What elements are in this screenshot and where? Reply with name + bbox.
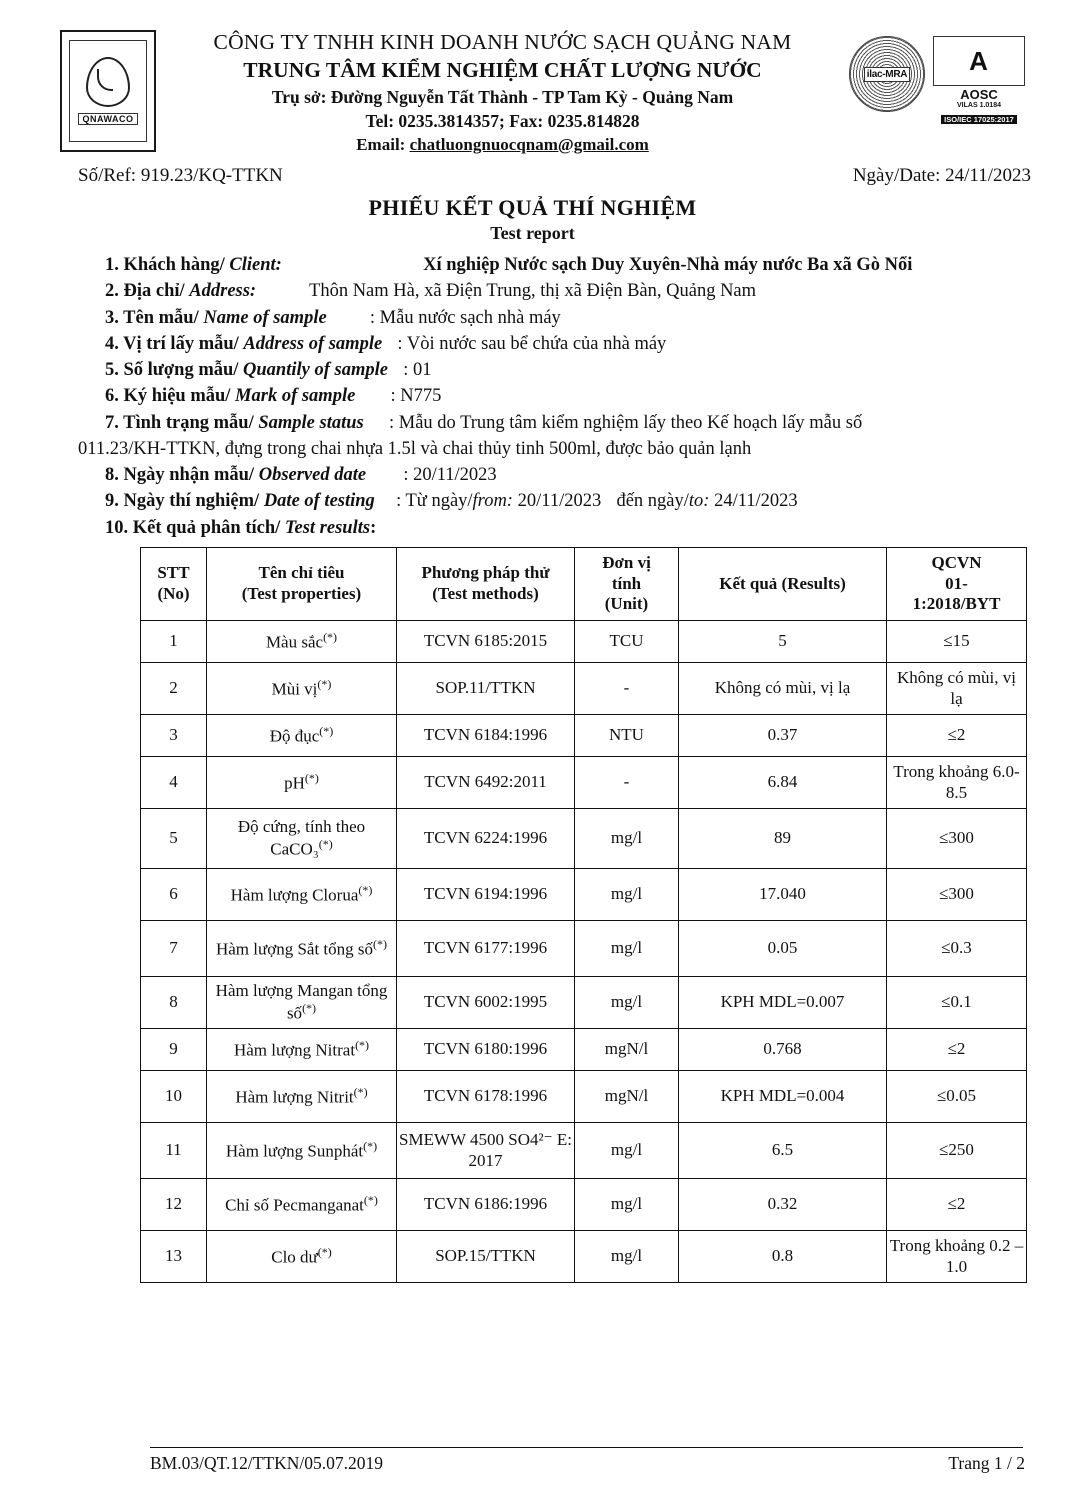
cell-result: 5 bbox=[679, 621, 887, 663]
reference-number-label: Số/Ref: bbox=[78, 165, 137, 186]
aosc-iso-code: ISO/IEC 17025:2017 bbox=[941, 115, 1017, 124]
cell-property: Hàm lượng Sunphát(*) bbox=[207, 1123, 397, 1179]
cell-method: SOP.15/TTKN bbox=[397, 1231, 575, 1283]
col-header-no-l2: (No) bbox=[157, 584, 190, 604]
cell-unit: mgN/l bbox=[575, 1071, 679, 1123]
cell-no: 2 bbox=[141, 663, 207, 715]
address-label-vi: 2. Địa chỉ/ bbox=[105, 281, 185, 302]
cell-result: 0.05 bbox=[679, 921, 887, 977]
logo-label: QNAWACO bbox=[78, 113, 137, 125]
info-row-status bbox=[105, 410, 1035, 436]
col-header-properties-l1: Tên chỉ tiêu bbox=[258, 563, 345, 583]
logo-frame bbox=[69, 40, 147, 142]
cell-method: TCVN 6492:2011 bbox=[397, 757, 575, 809]
aosc-badge bbox=[933, 36, 1025, 127]
cell-limit: ≤300 bbox=[887, 809, 1027, 869]
col-header-results bbox=[679, 547, 887, 620]
ilac-label: ilac-MRA bbox=[864, 67, 910, 82]
col-header-qcvn-l3: 1:2018/BYT bbox=[912, 594, 1001, 614]
table-row bbox=[141, 921, 1027, 977]
reference-number-value: 919.23/KQ-TTKN bbox=[140, 165, 283, 186]
results-table-wrapper bbox=[0, 541, 1065, 1283]
accredited-marker: (*) bbox=[373, 936, 388, 951]
status-label-en: Sample status bbox=[258, 412, 364, 433]
col-header-no bbox=[141, 547, 207, 620]
observed-label-en: Observed date bbox=[258, 465, 367, 486]
ilac-mra-icon bbox=[849, 36, 925, 112]
cell-limit: Không có mùi, vị lạ bbox=[887, 663, 1027, 715]
table-row bbox=[141, 1071, 1027, 1123]
info-row-testing bbox=[105, 488, 1035, 514]
mark-label-vi: 6. Ký hiệu mẫu/ bbox=[105, 386, 231, 407]
cell-result: 0.768 bbox=[679, 1029, 887, 1071]
accredited-marker: (*) bbox=[317, 676, 332, 691]
cell-no: 9 bbox=[141, 1029, 207, 1071]
cell-method: TCVN 6185:2015 bbox=[397, 621, 575, 663]
cell-method: TCVN 6177:1996 bbox=[397, 921, 575, 977]
accredited-marker: (*) bbox=[318, 837, 333, 852]
accredited-marker: (*) bbox=[355, 1037, 370, 1052]
results-label-en: Test results bbox=[284, 517, 371, 538]
cell-result: Không có mùi, vị lạ bbox=[679, 663, 887, 715]
col-header-methods-l2: (Test methods) bbox=[432, 584, 539, 604]
cell-unit: mg/l bbox=[575, 921, 679, 977]
cell-property: Độ cứng, tính theo CaCO₃(*) bbox=[207, 809, 397, 869]
cell-unit: mgN/l bbox=[575, 1029, 679, 1071]
results-table bbox=[140, 547, 1027, 1283]
info-row-address bbox=[105, 278, 1035, 304]
cell-property: Độ đục(*) bbox=[207, 715, 397, 757]
cell-unit: NTU bbox=[575, 715, 679, 757]
cell-no: 10 bbox=[141, 1071, 207, 1123]
results-colon: : bbox=[370, 517, 377, 538]
info-row-results bbox=[105, 515, 1035, 541]
cell-no: 3 bbox=[141, 715, 207, 757]
status-value: : Mẫu do Trung tâm kiểm nghiệm lấy theo Kế hoạch lấy mẫu số bbox=[388, 412, 863, 433]
sample-addr-label-vi: 4. Vị trí lấy mẫu/ bbox=[105, 333, 239, 354]
observed-value: : 20/11/2023 bbox=[403, 465, 497, 486]
accredited-marker: (*) bbox=[304, 770, 319, 785]
cell-no: 8 bbox=[141, 977, 207, 1029]
page-subtitle: Test report bbox=[490, 223, 575, 243]
accredited-marker: (*) bbox=[323, 629, 338, 644]
water-drop-icon bbox=[86, 57, 130, 107]
info-row-observed bbox=[105, 462, 1035, 488]
cell-no: 12 bbox=[141, 1179, 207, 1231]
cell-result: 89 bbox=[679, 809, 887, 869]
client-label-en: Client: bbox=[229, 255, 282, 275]
quantity-label-vi: 5. Số lượng mẫu/ bbox=[105, 360, 239, 381]
accredited-marker: (*) bbox=[317, 1244, 332, 1259]
cell-unit: mg/l bbox=[575, 1179, 679, 1231]
document-header bbox=[0, 0, 1065, 155]
table-row bbox=[141, 1123, 1027, 1179]
form-code: BM.03/QT.12/TTKN/05.07.2019 bbox=[150, 1453, 384, 1473]
cell-unit: mg/l bbox=[575, 977, 679, 1029]
info-row-quantity bbox=[105, 357, 1035, 383]
col-header-unit-l3: (Unit) bbox=[604, 594, 649, 614]
company-logo bbox=[60, 30, 156, 152]
col-header-methods bbox=[397, 547, 575, 620]
mark-label-en: Mark of sample bbox=[235, 386, 356, 407]
observed-label-vi: 8. Ngày nhận mẫu/ bbox=[105, 465, 255, 486]
company-address: Trụ sở: Đường Nguyễn Tất Thành - TP Tam Kỳ - Quảng Nam bbox=[271, 87, 734, 107]
col-header-methods-l1: Phương pháp thử bbox=[421, 563, 550, 583]
cell-property: Mùi vị(*) bbox=[207, 663, 397, 715]
results-table-body bbox=[141, 621, 1027, 1283]
aosc-mark-icon: A bbox=[933, 36, 1025, 86]
cell-limit: ≤2 bbox=[887, 715, 1027, 757]
status-label-vi: 7. Tình trạng mẫu/ bbox=[105, 412, 254, 433]
page-title: PHIẾU KẾT QUẢ THÍ NGHIỆM bbox=[368, 195, 697, 220]
cell-method: TCVN 6194:1996 bbox=[397, 869, 575, 921]
cell-limit: Trong khoảng 6.0-8.5 bbox=[887, 757, 1027, 809]
cell-no: 13 bbox=[141, 1231, 207, 1283]
cell-limit: ≤15 bbox=[887, 621, 1027, 663]
table-row bbox=[141, 1231, 1027, 1283]
testing-to-label: đến ngày/ bbox=[616, 491, 689, 512]
table-row bbox=[141, 1179, 1027, 1231]
quantity-label-en: Quantily of sample bbox=[243, 360, 388, 381]
info-row-sample-address bbox=[105, 331, 1035, 357]
status-value-2: 011.23/KH-TTKN, đựng trong chai nhựa 1.5l và chai thủy tinh 500ml, được bảo quản lạnh bbox=[78, 438, 752, 459]
sample-name-label-en: Name of sample bbox=[203, 307, 327, 328]
accredited-marker: (*) bbox=[319, 723, 334, 738]
col-header-unit-l2: tính bbox=[611, 573, 642, 593]
document-footer bbox=[0, 1453, 1065, 1474]
cell-result: KPH MDL=0.007 bbox=[679, 977, 887, 1029]
cell-unit: - bbox=[575, 757, 679, 809]
cell-unit: mg/l bbox=[575, 809, 679, 869]
client-value: Xí nghiệp Nước sạch Duy Xuyên-Nhà máy nước Ba xã Gò Nổi bbox=[423, 255, 913, 275]
cell-property: Hàm lượng Nitrit(*) bbox=[207, 1071, 397, 1123]
cell-limit: ≤300 bbox=[887, 869, 1027, 921]
page-number: Trang 1 / 2 bbox=[948, 1453, 1025, 1473]
sample-addr-label-en: Address of sample bbox=[243, 333, 383, 354]
table-row bbox=[141, 809, 1027, 869]
footer-divider bbox=[150, 1447, 1023, 1448]
cell-result: 6.5 bbox=[679, 1123, 887, 1179]
col-header-properties-l2: (Test properties) bbox=[241, 584, 362, 604]
col-header-no-l1: STT bbox=[157, 563, 190, 583]
testing-from-value: 20/11/2023 bbox=[517, 491, 602, 512]
table-row bbox=[141, 715, 1027, 757]
col-header-qcvn-l2: 01- bbox=[945, 573, 968, 593]
table-row bbox=[141, 663, 1027, 715]
cell-limit: ≤0.3 bbox=[887, 921, 1027, 977]
cell-property: Hàm lượng Nitrat(*) bbox=[207, 1029, 397, 1071]
quantity-value: : 01 bbox=[403, 360, 432, 381]
email-link[interactable]: chatluongnuocqnam@gmail.com bbox=[409, 135, 649, 154]
accredited-marker: (*) bbox=[363, 1192, 378, 1207]
sample-name-label-vi: 3. Tên mẫu/ bbox=[105, 307, 199, 328]
accredited-marker: (*) bbox=[353, 1084, 368, 1099]
aosc-name: AOSC bbox=[960, 87, 998, 102]
mark-value: : N775 bbox=[390, 386, 442, 407]
cell-method: TCVN 6178:1996 bbox=[397, 1071, 575, 1123]
testing-from-label: : Từ ngày/ bbox=[396, 491, 473, 512]
cell-no: 4 bbox=[141, 757, 207, 809]
info-row-client bbox=[105, 252, 1035, 278]
accreditation-marks bbox=[849, 26, 1031, 127]
header-text-block bbox=[156, 26, 849, 155]
report-date bbox=[853, 165, 1031, 187]
table-header-row bbox=[141, 547, 1027, 620]
cell-limit: ≤2 bbox=[887, 1179, 1027, 1231]
cell-no: 7 bbox=[141, 921, 207, 977]
testing-to-label-en: to: bbox=[688, 491, 710, 512]
col-header-unit bbox=[575, 547, 679, 620]
cell-unit: mg/l bbox=[575, 869, 679, 921]
col-header-qcvn-l1: QCVN bbox=[931, 552, 982, 572]
aosc-vilas-code: VILAS 1.0184 bbox=[957, 102, 1001, 109]
col-header-unit-l1: Đơn vị bbox=[602, 552, 651, 572]
client-label-vi: 1. Khách hàng/ bbox=[105, 255, 225, 275]
cell-method: SOP.11/TTKN bbox=[397, 663, 575, 715]
cell-unit: - bbox=[575, 663, 679, 715]
sample-name-value: : Mẫu nước sạch nhà máy bbox=[369, 307, 561, 328]
cell-property: Màu sắc(*) bbox=[207, 621, 397, 663]
cell-unit: mg/l bbox=[575, 1231, 679, 1283]
address-label-en: Address: bbox=[189, 281, 257, 302]
cell-result: KPH MDL=0.004 bbox=[679, 1071, 887, 1123]
address-value: Thôn Nam Hà, xã Điện Trung, thị xã Điện Bàn, Quảng Nam bbox=[309, 281, 757, 302]
table-row bbox=[141, 977, 1027, 1029]
center-name: TRUNG TÂM KIỂM NGHIỆM CHẤT LƯỢNG NƯỚC bbox=[243, 58, 762, 82]
cell-limit: ≤0.05 bbox=[887, 1071, 1027, 1123]
company-name: CÔNG TY TNHH KINH DOANH NƯỚC SẠCH QUẢNG NAM bbox=[213, 30, 792, 54]
testing-label-vi: 9. Ngày thí nghiệm/ bbox=[105, 491, 260, 512]
cell-no: 1 bbox=[141, 621, 207, 663]
testing-from-label-en: from: bbox=[472, 491, 513, 512]
info-row-mark bbox=[105, 383, 1035, 409]
testing-label-en: Date of testing bbox=[263, 491, 375, 512]
cell-result: 0.32 bbox=[679, 1179, 887, 1231]
cell-unit: mg/l bbox=[575, 1123, 679, 1179]
accredited-marker: (*) bbox=[302, 1001, 317, 1016]
accredited-marker: (*) bbox=[363, 1138, 378, 1153]
accredited-marker: (*) bbox=[358, 882, 373, 897]
cell-result: 0.37 bbox=[679, 715, 887, 757]
sample-addr-value: : Vòi nước sau bể chứa của nhà máy bbox=[397, 333, 667, 354]
report-date-label: Ngày/Date: bbox=[852, 165, 941, 186]
cell-result: 6.84 bbox=[679, 757, 887, 809]
cell-method: TCVN 6180:1996 bbox=[397, 1029, 575, 1071]
email-label: Email: bbox=[356, 135, 406, 154]
cell-property: Hàm lượng Sắt tổng số(*) bbox=[207, 921, 397, 977]
results-label-vi: 10. Kết quả phân tích/ bbox=[105, 517, 281, 538]
company-email-line bbox=[156, 135, 849, 155]
cell-property: Clo dư(*) bbox=[207, 1231, 397, 1283]
cell-method: TCVN 6002:1995 bbox=[397, 977, 575, 1029]
cell-result: 0.8 bbox=[679, 1231, 887, 1283]
col-header-properties bbox=[207, 547, 397, 620]
col-header-results-l1: Kết quả (Results) bbox=[719, 573, 846, 593]
reference-number bbox=[78, 165, 283, 187]
cell-property: Hàm lượng Clorua(*) bbox=[207, 869, 397, 921]
cell-method: TCVN 6184:1996 bbox=[397, 715, 575, 757]
cell-property: Chỉ số Pecmanganat(*) bbox=[207, 1179, 397, 1231]
cell-limit: ≤250 bbox=[887, 1123, 1027, 1179]
cell-method: TCVN 6224:1996 bbox=[397, 809, 575, 869]
reference-row bbox=[0, 155, 1065, 187]
table-row bbox=[141, 1029, 1027, 1071]
table-row bbox=[141, 757, 1027, 809]
cell-unit: TCU bbox=[575, 621, 679, 663]
info-row-status-cont bbox=[78, 436, 1035, 462]
cell-property: Hàm lượng Mangan tổng số(*) bbox=[207, 977, 397, 1029]
cell-method: SMEWW 4500 SO4²⁻ E: 2017 bbox=[397, 1123, 575, 1179]
table-row bbox=[141, 869, 1027, 921]
cell-no: 11 bbox=[141, 1123, 207, 1179]
company-phone: Tel: 0235.3814357; Fax: 0235.814828 bbox=[365, 111, 640, 131]
info-row-sample-name bbox=[105, 305, 1035, 331]
cell-limit: ≤2 bbox=[887, 1029, 1027, 1071]
table-row bbox=[141, 621, 1027, 663]
report-date-value: 24/11/2023 bbox=[945, 165, 1031, 186]
cell-property: pH(*) bbox=[207, 757, 397, 809]
col-header-qcvn bbox=[887, 547, 1027, 620]
cell-no: 6 bbox=[141, 869, 207, 921]
cell-limit: ≤0.1 bbox=[887, 977, 1027, 1029]
cell-result: 17.040 bbox=[679, 869, 887, 921]
cell-method: TCVN 6186:1996 bbox=[397, 1179, 575, 1231]
testing-to-value: 24/11/2023 bbox=[714, 491, 798, 512]
cell-limit: Trong khoảng 0.2 – 1.0 bbox=[887, 1231, 1027, 1283]
report-info bbox=[0, 244, 1065, 541]
cell-no: 5 bbox=[141, 809, 207, 869]
